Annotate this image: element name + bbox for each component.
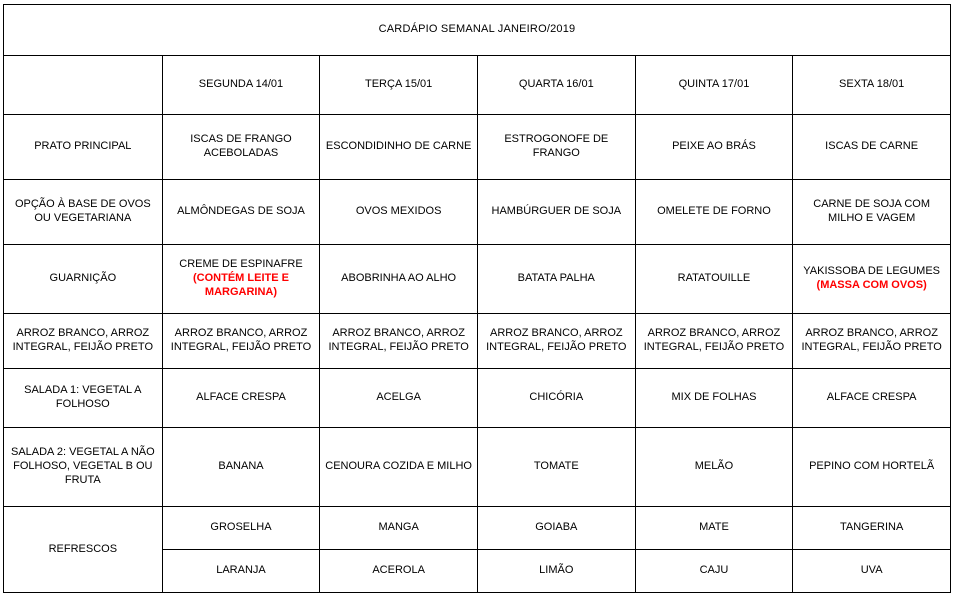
cell-guarnicao-monday-note: (CONTÉM LEITE E MARGARINA): [193, 272, 289, 298]
cell-prato-tuesday: ESCONDIDINHO DE CARNE: [320, 115, 478, 180]
cell-salada1-wednesday: CHICÓRIA: [477, 369, 635, 428]
cell-refresco1-thursday: MATE: [635, 507, 793, 550]
cell-refresco2-monday: LARANJA: [162, 550, 320, 593]
cell-guarnicao-tuesday: ABOBRINHA AO ALHO: [320, 245, 478, 314]
table-corner-header: [4, 56, 163, 115]
cell-refresco2-thursday: CAJU: [635, 550, 793, 593]
cell-ovos-friday: CARNE DE SOJA COM MILHO E VAGEM: [793, 180, 951, 245]
row-label-guarnicao: GUARNIÇÃO: [4, 245, 163, 314]
title-row: [4, 5, 951, 56]
table-row: [4, 180, 951, 245]
cell-prato-wednesday: ESTROGONOFE DE FRANGO: [477, 115, 635, 180]
cell-prato-monday: ISCAS DE FRANGO ACEBOLADAS: [162, 115, 320, 180]
cell-arroz-thursday: ARROZ BRANCO, ARROZ INTEGRAL, FEIJÃO PRETO: [635, 314, 793, 369]
cell-refresco1-friday: TANGERINA: [793, 507, 951, 550]
cell-salada2-friday: PEPINO COM HORTELÃ: [793, 428, 951, 507]
row-label-opcao-ovos: OPÇÃO À BASE DE OVOS OU VEGETARIANA: [4, 180, 163, 245]
cell-prato-friday: ISCAS DE CARNE: [793, 115, 951, 180]
column-header-tuesday: TERÇA 15/01: [320, 56, 478, 115]
cell-guarnicao-friday-text: YAKISSOBA DE LEGUMES: [803, 265, 940, 278]
cell-refresco2-tuesday: ACEROLA: [320, 550, 478, 593]
cell-refresco1-tuesday: MANGA: [320, 507, 478, 550]
column-header-friday: SEXTA 18/01: [793, 56, 951, 115]
cell-guarnicao-thursday: RATATOUILLE: [635, 245, 793, 314]
page-title: CARDÁPIO SEMANAL JANEIRO/2019: [4, 5, 951, 56]
column-header-monday: SEGUNDA 14/01: [162, 56, 320, 115]
cell-salada2-wednesday: TOMATE: [477, 428, 635, 507]
table-row: [4, 245, 951, 314]
table-row: [4, 507, 951, 550]
cell-arroz-wednesday: ARROZ BRANCO, ARROZ INTEGRAL, FEIJÃO PRETO: [477, 314, 635, 369]
cell-refresco2-wednesday: LIMÃO: [477, 550, 635, 593]
cell-guarnicao-friday-note: (MASSA COM OVOS): [816, 279, 927, 291]
row-label-arroz-feijao: ARROZ BRANCO, ARROZ INTEGRAL, FEIJÃO PRETO: [4, 314, 163, 369]
row-label-salada-1: SALADA 1: VEGETAL A FOLHOSO: [4, 369, 163, 428]
table-row: [4, 115, 951, 180]
table-row: [4, 428, 951, 507]
cell-refresco2-friday: UVA: [793, 550, 951, 593]
cell-salada1-friday: ALFACE CRESPA: [793, 369, 951, 428]
cell-guarnicao-friday: [793, 245, 951, 314]
row-label-salada-2: SALADA 2: VEGETAL A NÃO FOLHOSO, VEGETAL B OU FRUTA: [4, 428, 163, 507]
cell-arroz-friday: ARROZ BRANCO, ARROZ INTEGRAL, FEIJÃO PRETO: [793, 314, 951, 369]
cell-refresco1-monday: GROSELHA: [162, 507, 320, 550]
table-row: [4, 314, 951, 369]
cell-salada2-tuesday: CENOURA COZIDA E MILHO: [320, 428, 478, 507]
cell-salada1-monday: ALFACE CRESPA: [162, 369, 320, 428]
table-row: [4, 369, 951, 428]
cell-ovos-monday: ALMÔNDEGAS DE SOJA: [162, 180, 320, 245]
weekly-menu-table: [3, 4, 951, 593]
cell-salada1-thursday: MIX DE FOLHAS: [635, 369, 793, 428]
cell-guarnicao-wednesday: BATATA PALHA: [477, 245, 635, 314]
cell-prato-thursday: PEIXE AO BRÁS: [635, 115, 793, 180]
cell-ovos-wednesday: HAMBÚRGUER DE SOJA: [477, 180, 635, 245]
row-label-prato-principal: PRATO PRINCIPAL: [4, 115, 163, 180]
cell-guarnicao-monday: [162, 245, 320, 314]
cell-ovos-tuesday: OVOS MEXIDOS: [320, 180, 478, 245]
cell-refresco1-wednesday: GOIABA: [477, 507, 635, 550]
column-header-thursday: QUINTA 17/01: [635, 56, 793, 115]
cell-arroz-monday: ARROZ BRANCO, ARROZ INTEGRAL, FEIJÃO PRETO: [162, 314, 320, 369]
row-label-refrescos: REFRESCOS: [4, 507, 163, 593]
cell-guarnicao-monday-text: CREME DE ESPINAFRE: [179, 258, 303, 271]
cell-arroz-tuesday: ARROZ BRANCO, ARROZ INTEGRAL, FEIJÃO PRETO: [320, 314, 478, 369]
cell-salada2-monday: BANANA: [162, 428, 320, 507]
cell-salada2-thursday: MELÃO: [635, 428, 793, 507]
header-row: [4, 56, 951, 115]
cell-salada1-tuesday: ACELGA: [320, 369, 478, 428]
column-header-wednesday: QUARTA 16/01: [477, 56, 635, 115]
cell-ovos-thursday: OMELETE DE FORNO: [635, 180, 793, 245]
